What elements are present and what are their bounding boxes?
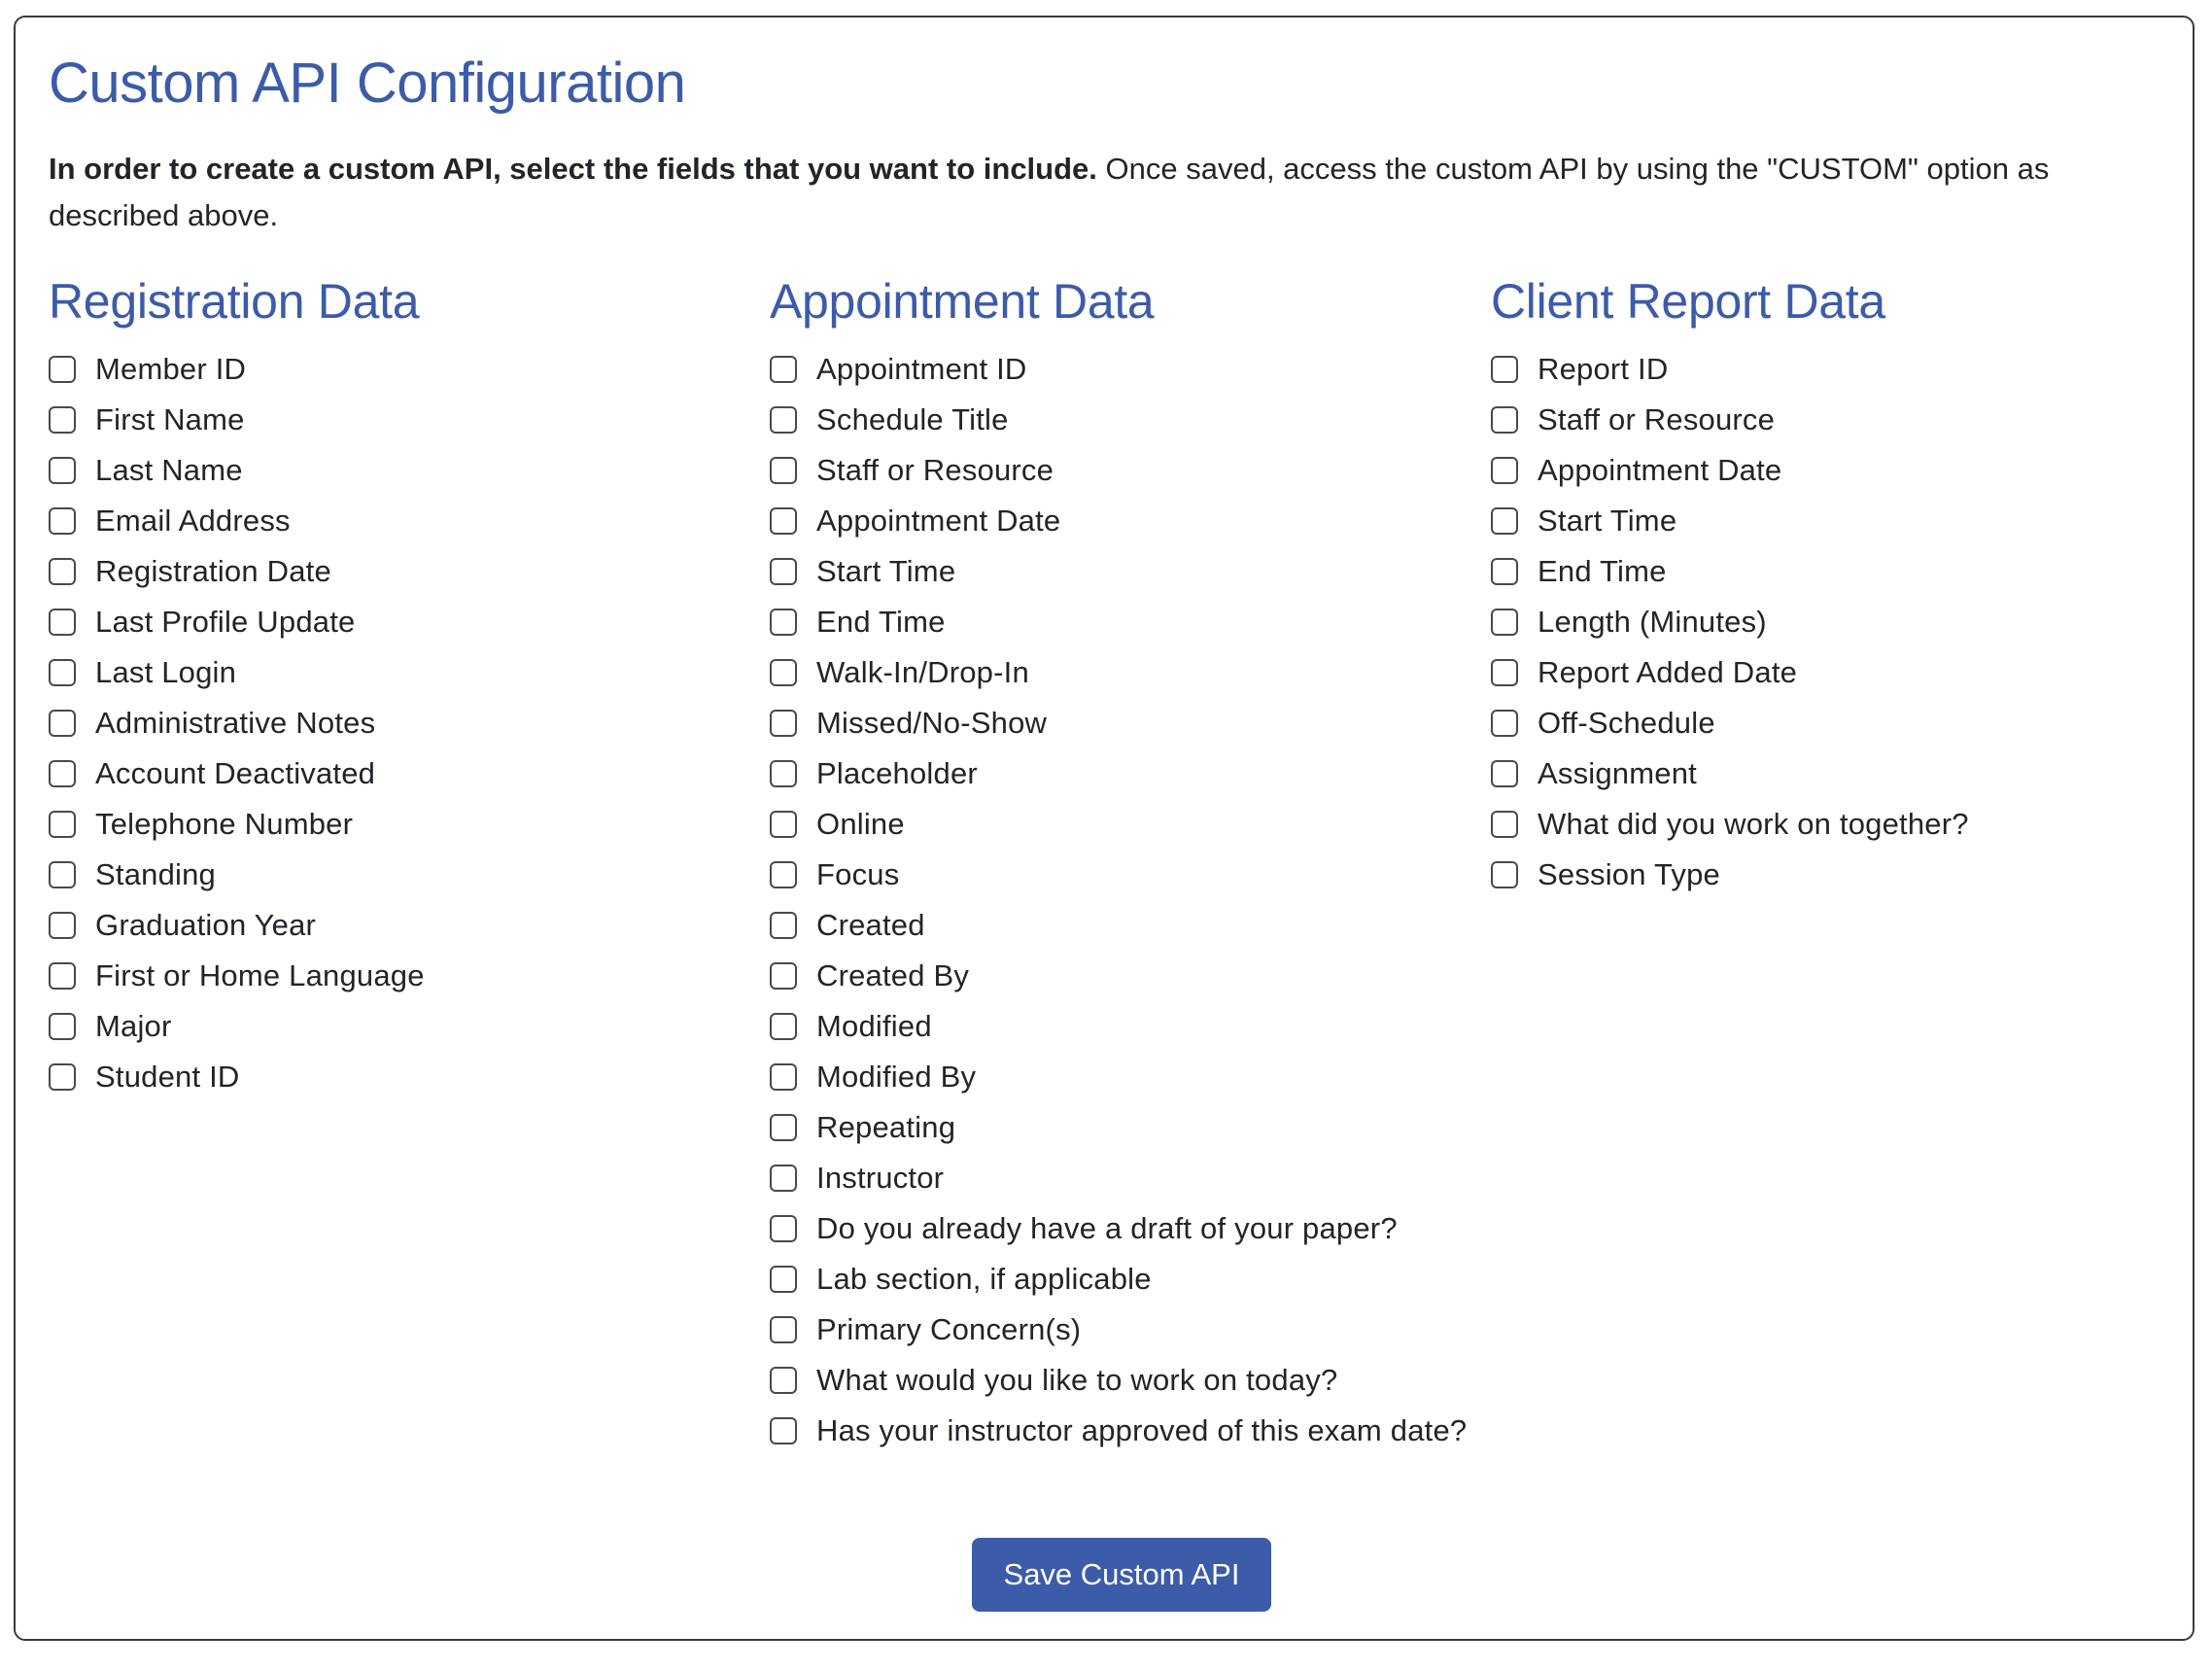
field-label: Walk-In/Drop-In bbox=[816, 655, 1029, 689]
field-label: Primary Concern(s) bbox=[816, 1312, 1082, 1346]
field-label: Online bbox=[816, 807, 905, 841]
field-label: End Time bbox=[1538, 554, 1667, 588]
field-label: Length (Minutes) bbox=[1538, 605, 1767, 639]
field-label: Modified By bbox=[816, 1060, 977, 1094]
field-checkbox[interactable] bbox=[770, 609, 797, 636]
field-option[interactable] bbox=[1491, 397, 2171, 447]
field-label: Off-Schedule bbox=[1538, 706, 1715, 740]
field-label: Report Added Date bbox=[1538, 655, 1798, 689]
page-title: Custom API Configuration bbox=[49, 52, 686, 115]
field-checkbox[interactable] bbox=[770, 861, 797, 888]
field-checkbox[interactable] bbox=[770, 760, 797, 787]
field-option[interactable] bbox=[49, 346, 729, 397]
field-checkbox[interactable] bbox=[49, 457, 76, 484]
field-option[interactable] bbox=[770, 1054, 1469, 1104]
field-option[interactable] bbox=[770, 1104, 1469, 1155]
field-label: Assignment bbox=[1538, 756, 1697, 790]
client-report-data-section bbox=[1491, 270, 2171, 902]
field-option[interactable] bbox=[770, 852, 1469, 902]
field-option[interactable] bbox=[770, 953, 1469, 1003]
field-checkbox[interactable] bbox=[770, 507, 797, 535]
field-option[interactable] bbox=[49, 1054, 729, 1104]
field-checkbox[interactable] bbox=[49, 760, 76, 787]
custom-api-panel bbox=[14, 16, 2195, 1641]
field-checkbox[interactable] bbox=[770, 710, 797, 737]
field-option[interactable] bbox=[770, 700, 1469, 750]
field-checkbox[interactable] bbox=[770, 1063, 797, 1091]
field-checkbox[interactable] bbox=[49, 1063, 76, 1091]
field-label: Major bbox=[95, 1009, 172, 1043]
field-option[interactable] bbox=[770, 801, 1469, 852]
field-checkbox[interactable] bbox=[1491, 457, 1518, 484]
field-label: First or Home Language bbox=[95, 958, 425, 992]
field-checkbox[interactable] bbox=[770, 558, 797, 585]
field-label: Appointment Date bbox=[1538, 453, 1782, 487]
field-checkbox[interactable] bbox=[770, 962, 797, 990]
field-checkbox[interactable] bbox=[49, 659, 76, 686]
field-label: Member ID bbox=[95, 352, 247, 386]
field-label: Last Login bbox=[95, 655, 237, 689]
field-label: Do you already have a draft of your paper? bbox=[816, 1211, 1398, 1245]
field-label: Registration Date bbox=[95, 554, 331, 588]
field-label: Last Name bbox=[95, 453, 243, 487]
field-checkbox[interactable] bbox=[1491, 406, 1518, 434]
field-checkbox[interactable] bbox=[49, 609, 76, 636]
field-label: Graduation Year bbox=[95, 908, 317, 942]
field-option[interactable] bbox=[770, 498, 1469, 548]
field-label: Standing bbox=[95, 857, 216, 891]
field-label: Start Time bbox=[816, 554, 956, 588]
field-option[interactable] bbox=[770, 548, 1469, 599]
field-label: Placeholder bbox=[816, 756, 978, 790]
field-checkbox[interactable] bbox=[770, 811, 797, 838]
field-checkbox[interactable] bbox=[1491, 609, 1518, 636]
field-checkbox[interactable] bbox=[49, 1013, 76, 1040]
field-option[interactable] bbox=[1491, 599, 2171, 649]
field-option[interactable] bbox=[1491, 498, 2171, 548]
field-option[interactable] bbox=[1491, 852, 2171, 902]
field-label: Account Deactivated bbox=[95, 756, 376, 790]
field-option[interactable] bbox=[49, 498, 729, 548]
field-option[interactable] bbox=[770, 599, 1469, 649]
field-label: Repeating bbox=[816, 1110, 956, 1144]
field-option[interactable] bbox=[1491, 750, 2171, 801]
field-option[interactable] bbox=[49, 750, 729, 801]
field-checkbox[interactable] bbox=[770, 1215, 797, 1242]
field-option[interactable] bbox=[1491, 700, 2171, 750]
appointment-data-section bbox=[770, 270, 1469, 1458]
field-option[interactable] bbox=[770, 902, 1469, 953]
field-checkbox[interactable] bbox=[49, 811, 76, 838]
field-checkbox[interactable] bbox=[770, 457, 797, 484]
field-label: Missed/No-Show bbox=[816, 706, 1048, 740]
field-label: Created bbox=[816, 908, 925, 942]
field-label: Administrative Notes bbox=[95, 706, 376, 740]
field-checkbox[interactable] bbox=[1491, 659, 1518, 686]
field-label: Instructor bbox=[816, 1161, 945, 1195]
save-custom-api-button[interactable]: Save Custom API bbox=[972, 1538, 1271, 1612]
field-checkbox[interactable] bbox=[770, 1013, 797, 1040]
field-checkbox[interactable] bbox=[49, 710, 76, 737]
intro-bold: In order to create a custom API, select the fields that you want to include. bbox=[49, 152, 1097, 186]
field-checkbox[interactable] bbox=[770, 1367, 797, 1394]
field-checkbox[interactable] bbox=[770, 1417, 797, 1444]
registration-data-section bbox=[49, 270, 729, 1104]
field-label: What would you like to work on today? bbox=[816, 1363, 1338, 1397]
field-option[interactable] bbox=[49, 447, 729, 498]
field-label: Schedule Title bbox=[816, 402, 1009, 436]
field-checkbox[interactable] bbox=[770, 406, 797, 434]
field-option[interactable] bbox=[1491, 548, 2171, 599]
field-checkbox[interactable] bbox=[1491, 356, 1518, 383]
field-option[interactable] bbox=[49, 649, 729, 700]
field-option[interactable] bbox=[1491, 346, 2171, 397]
field-option[interactable] bbox=[770, 1003, 1469, 1054]
field-option[interactable] bbox=[1491, 447, 2171, 498]
field-label: Last Profile Update bbox=[95, 605, 356, 639]
field-option[interactable] bbox=[770, 397, 1469, 447]
field-option[interactable] bbox=[770, 1357, 1469, 1408]
field-option[interactable] bbox=[770, 1408, 1469, 1458]
field-option[interactable] bbox=[49, 902, 729, 953]
field-label: Student ID bbox=[95, 1060, 240, 1094]
field-checkbox[interactable] bbox=[49, 558, 76, 585]
field-label: Focus bbox=[816, 857, 900, 891]
field-label: Telephone Number bbox=[95, 807, 354, 841]
field-option[interactable] bbox=[49, 397, 729, 447]
field-option[interactable] bbox=[49, 1003, 729, 1054]
field-label: Modified bbox=[816, 1009, 932, 1043]
field-checkbox[interactable] bbox=[1491, 558, 1518, 585]
section-heading: Appointment Data bbox=[770, 274, 1155, 329]
field-list bbox=[1491, 346, 2171, 902]
field-checkbox[interactable] bbox=[770, 1165, 797, 1192]
field-list bbox=[49, 346, 729, 1104]
field-label: What did you work on together? bbox=[1538, 807, 1969, 841]
field-checkbox[interactable] bbox=[49, 912, 76, 939]
field-option[interactable] bbox=[49, 953, 729, 1003]
field-checkbox[interactable] bbox=[1491, 861, 1518, 888]
field-option[interactable] bbox=[770, 1306, 1469, 1357]
field-label: Report ID bbox=[1538, 352, 1669, 386]
field-option[interactable] bbox=[1491, 801, 2171, 852]
field-checkbox[interactable] bbox=[770, 356, 797, 383]
field-option[interactable] bbox=[49, 599, 729, 649]
field-checkbox[interactable] bbox=[49, 962, 76, 990]
field-label: Has your instructor approved of this exam date? bbox=[816, 1413, 1468, 1447]
field-option[interactable] bbox=[770, 447, 1469, 498]
field-option[interactable] bbox=[1491, 649, 2171, 700]
field-label: Email Address bbox=[95, 504, 291, 538]
field-option[interactable] bbox=[770, 649, 1469, 700]
field-option[interactable] bbox=[49, 801, 729, 852]
field-label: First Name bbox=[95, 402, 245, 436]
field-checkbox[interactable] bbox=[770, 1114, 797, 1141]
field-option[interactable] bbox=[770, 750, 1469, 801]
field-checkbox[interactable] bbox=[49, 406, 76, 434]
field-label: End Time bbox=[816, 605, 946, 639]
field-option[interactable] bbox=[49, 548, 729, 599]
field-checkbox[interactable] bbox=[770, 1266, 797, 1293]
intro-text bbox=[49, 146, 2148, 239]
field-label: Created By bbox=[816, 958, 970, 992]
field-label: Staff or Resource bbox=[1538, 402, 1776, 436]
field-option[interactable] bbox=[770, 1256, 1469, 1306]
field-label: Staff or Resource bbox=[816, 453, 1054, 487]
field-checkbox[interactable] bbox=[1491, 760, 1518, 787]
field-checkbox[interactable] bbox=[1491, 710, 1518, 737]
field-list bbox=[770, 346, 1469, 1458]
field-label: Start Time bbox=[1538, 504, 1677, 538]
field-option[interactable] bbox=[49, 852, 729, 902]
field-checkbox[interactable] bbox=[1491, 507, 1518, 535]
field-label: Appointment ID bbox=[816, 352, 1027, 386]
intro-rest: Once saved, access the custom API by using the "CUSTOM" option as described above. bbox=[49, 152, 2050, 232]
field-checkbox[interactable] bbox=[49, 356, 76, 383]
field-option[interactable] bbox=[770, 346, 1469, 397]
field-checkbox[interactable] bbox=[1491, 811, 1518, 838]
field-checkbox[interactable] bbox=[49, 507, 76, 535]
section-heading: Registration Data bbox=[49, 274, 420, 329]
field-option[interactable] bbox=[770, 1205, 1469, 1256]
field-checkbox[interactable] bbox=[770, 1316, 797, 1343]
field-checkbox[interactable] bbox=[770, 912, 797, 939]
field-checkbox[interactable] bbox=[49, 861, 76, 888]
field-label: Session Type bbox=[1538, 857, 1720, 891]
field-checkbox[interactable] bbox=[770, 659, 797, 686]
section-heading: Client Report Data bbox=[1491, 274, 1885, 329]
field-option[interactable] bbox=[770, 1155, 1469, 1205]
field-label: Lab section, if applicable bbox=[816, 1262, 1152, 1296]
field-label: Appointment Date bbox=[816, 504, 1061, 538]
field-option[interactable] bbox=[49, 700, 729, 750]
